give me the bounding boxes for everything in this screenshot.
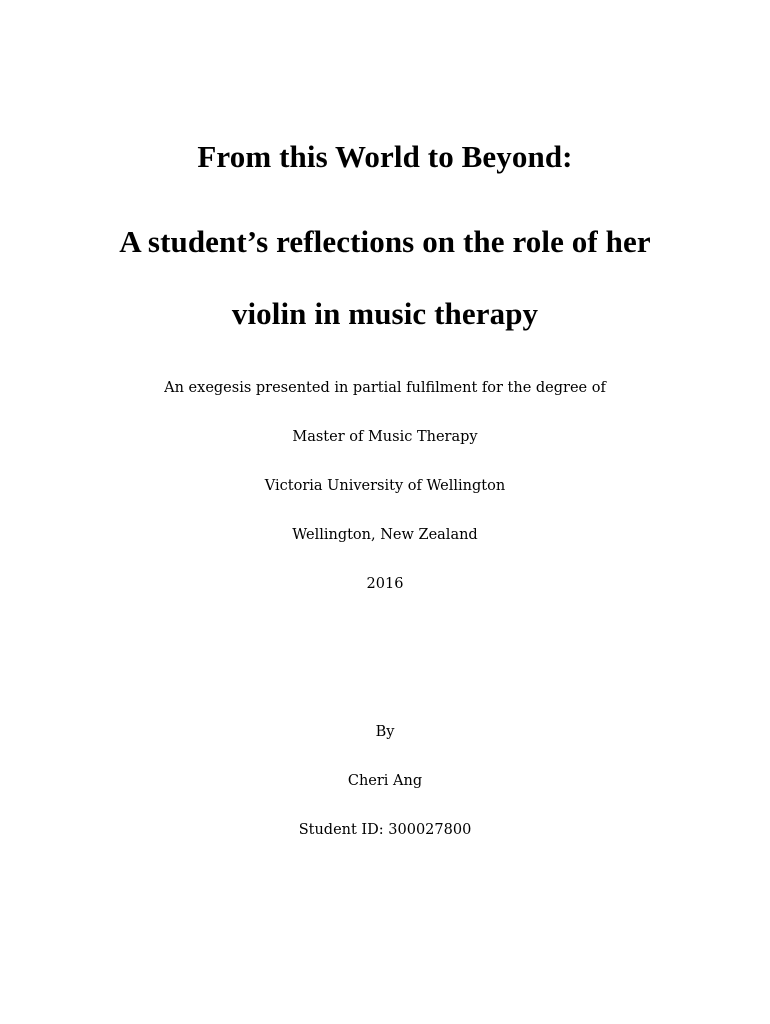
university-name: Victoria University of Wellington (264, 478, 506, 494)
title-line-1: From this World to Beyond: (197, 139, 573, 174)
location: Wellington, New Zealand (292, 527, 478, 543)
student-id: Student ID: 300027800 (298, 822, 472, 838)
title-line-3: violin in music therapy (231, 296, 539, 331)
title-line-2: A student’s reflections on the role of her (119, 224, 651, 259)
by-label: By (375, 724, 395, 740)
degree-name: Master of Music Therapy (292, 429, 478, 445)
exegesis-statement: An exegesis presented in partial fulfilment for the degree of (164, 380, 606, 396)
author-name: Cheri Ang (347, 773, 423, 789)
year: 2016 (366, 576, 404, 592)
